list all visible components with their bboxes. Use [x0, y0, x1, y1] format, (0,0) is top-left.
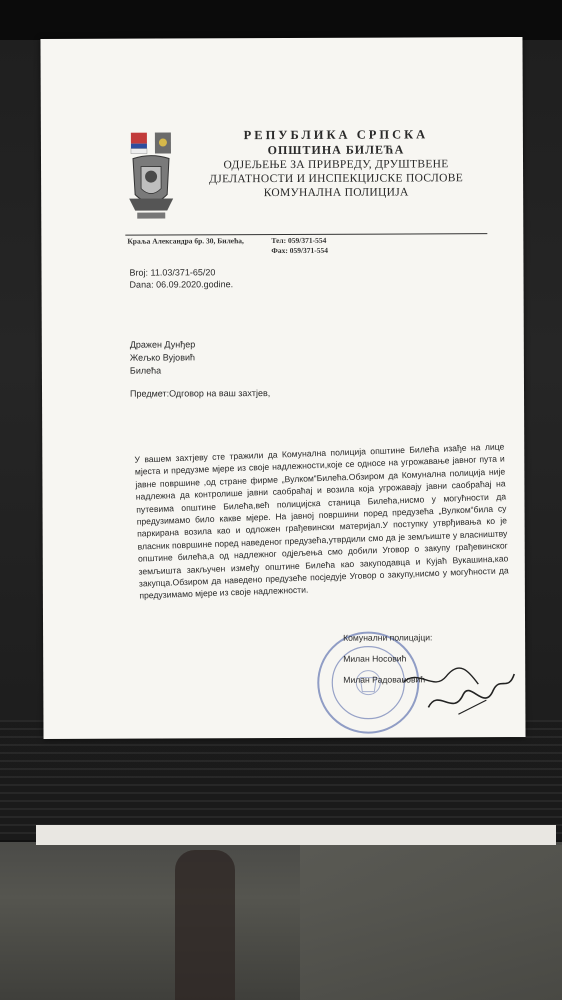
republic-title: РЕПУБЛИКА СРПСКА — [243, 127, 429, 143]
recipient-city: Билећа — [129, 365, 162, 376]
coat-of-arms-icon — [127, 132, 175, 224]
floor-rug — [300, 845, 562, 1000]
department-line-1: ОДЈЕЉЕЊЕ ЗА ПРИВРЕДУ, ДРУШТВЕНЕ — [223, 158, 449, 172]
recipient-1: Дражен Дунђер — [129, 339, 196, 350]
document-date: Dana: 06.09.2020.godine. — [129, 279, 234, 290]
recipient-2: Жељко Вујовић — [129, 352, 196, 363]
paper-edge-below — [36, 825, 556, 845]
contact-info — [271, 236, 328, 256]
handwritten-signature-icon — [398, 662, 518, 723]
document-number: Broj: 11.03/371-65/20 — [129, 267, 216, 278]
letter-body: У вашем захтјеву сте тражили да Комунална полиција општине Билећа изађе на лице мјеста и предузме мјере из своје надлежности,које се односе на угрожавање јавног пута и јавне површине ,од стране фирме „Вулком“Билећа.Обзиром да Комунална полиција није надлежна да контролише јавни саобраћај и возила која угрожавају јавни саобраћај на путевима општине Билећа,већ полицијска станица Билећа,нисмо у могућности да предузимамо било какве мјере. На јавној површини поред предузећа „Вулком“била су паркирана возила као и одложен грађевински материјал.У поступку утврђивања ко је власник површине поред наведеног предузећа,утврдили смо да је земљиште у власништву општине билећа,а од надлежног одјељења смо добили Уговор о закупу грађевинског земљишта закључен између општине Билећа као закуподавца и Кујаћ Вукашина,као закупца.Обзиром да наведено предузеће посједује Уговор о закупу,нисмо у могућности да предузимамо мјере из своје надлежности. — [134, 441, 509, 602]
subject-line: Предмет:Одговор на ваш захтјев, — [130, 388, 271, 399]
floor-object — [175, 850, 235, 1000]
fax: Фах: 059/371-554 — [271, 245, 329, 256]
officer-1: Милан Носовић — [343, 653, 407, 664]
letterhead — [191, 127, 481, 200]
department-line-2: ДЈЕЛАТНОСТИ И ИНСПЕКЦИЈСКЕ ПОСЛОВЕ — [209, 172, 464, 186]
telephone: Тел: 059/371-554 — [271, 235, 327, 246]
document-page — [40, 37, 525, 739]
municipality-title: ОПШТИНА БИЛЕЋА — [267, 142, 405, 158]
officer-2: Милан Радовановић — [343, 674, 426, 685]
department-line-3: КОМУНАЛНА ПОЛИЦИЈА — [263, 186, 409, 200]
recipients — [130, 338, 196, 377]
address: Краља Александра бр. 30, Билећа, — [127, 236, 244, 246]
document-meta — [129, 266, 233, 290]
signature-title: Комунални полицајци: — [343, 632, 433, 643]
